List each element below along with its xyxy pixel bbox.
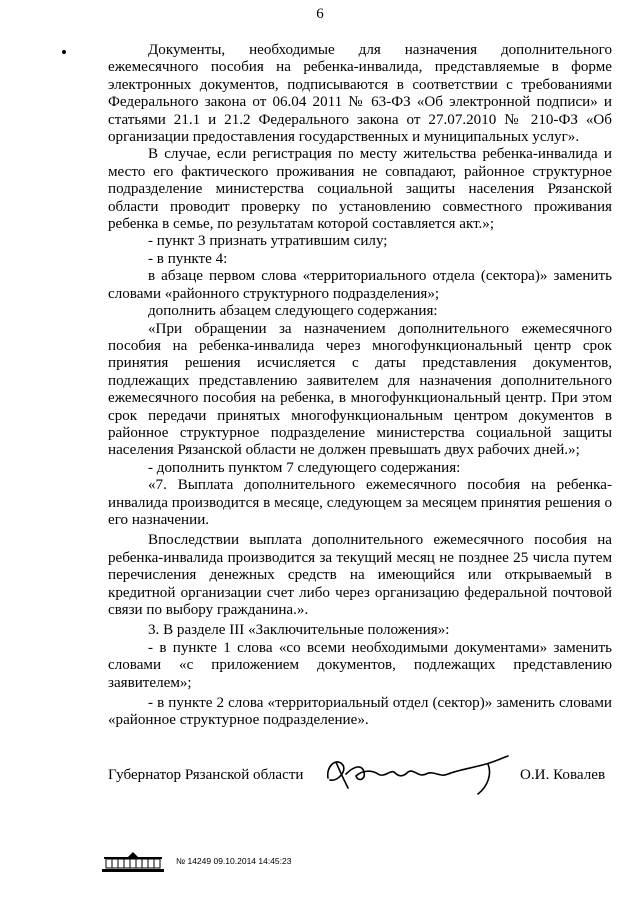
building-logo-icon — [100, 849, 166, 873]
paragraph-item-7: «7. Выплата дополнительного ежемесячного пособия на ребенка-инвалида производится в месяце, следующем за месяцем принятия решения о его назначении. — [108, 477, 612, 528]
paragraph-item-4: - в пункте 4: — [148, 250, 228, 267]
paragraph-item-4-first: в абзаце первом слова «территориального отдела (сектора)» заменить словами «районного структурного подразделения»; — [108, 268, 612, 302]
signatory-title: Губернатор Рязанской области — [108, 767, 304, 783]
registration-footer — [100, 849, 291, 873]
paragraph-section-3: 3. В разделе III «Заключительные положения»: — [148, 622, 450, 639]
paragraph-section-3-item-1: - в пункте 1 слова «со всеми необходимыми документами» заменить словами «с приложением документов, подлежащих представлению заявителем»; — [108, 639, 612, 691]
paragraph-add-abzac: дополнить абзацем следующего содержания: — [148, 303, 438, 320]
paragraph-registration-check: В случае, если регистрация по месту жительства ребенка-инвалида и место его фактического проживания не совпадают, районное структурное подразделение министерства социальной защиты населения Рязанской области проводит проверку по установлению совместного проживания ребенка в семье, по результатам которой составляется акт.»; — [108, 146, 612, 233]
handwritten-signature — [322, 748, 512, 798]
signatory-name: О.И. Ковалев — [520, 767, 606, 783]
paragraph-electronic-docs: Документы, необходимые для назначения дополнительного ежемесячного пособия на ребенка-инвалида, представляемые в форме электронных документов, подписываются в соответствии с требованиями Федерального закона от 06.04 2011 № 63-ФЗ «Об электронной подписи» и статьями 21.1 и 21.2 Федерального закона от 27.07.2010 № 210-ФЗ «Об организации предоставления государственных и муниципальных услуг». — [108, 42, 612, 146]
registration-stamp: № 14249 09.10.2014 14:45:23 — [176, 856, 292, 866]
page-number: 6 — [316, 6, 324, 22]
paragraph-section-3-item-2: - в пункте 2 слова «территориальный отдел (сектор)» заменить словами «районное структурное подразделение». — [108, 695, 612, 729]
margin-mark — [62, 50, 66, 54]
paragraph-add-item-7: - дополнить пунктом 7 следующего содержания: — [148, 459, 461, 476]
document-body — [108, 42, 612, 730]
paragraph-mfc: «При обращении за назначением дополнительного ежемесячного пособия на ребенка-инвалида через многофункциональный центр срок принятия решения исчисляется с даты представления документов, подлежащих представлению заявителем для назначения дополнительного ежемесячного пособия на ребенка, в многофункциональный центр. При этом срок передачи принятых многофункциональным центром документов в районное структурное подразделение министерства социальной защиты населения Рязанской области не должен превышать двух рабочих дней.»; — [108, 320, 612, 459]
paragraph-item-3: - пункт 3 признать утратившим силу; — [148, 233, 388, 250]
paragraph-payment: Впоследствии выплата дополнительного ежемесячного пособия на ребенка-инвалида производится за текущий месяц не позднее 25 числа путем перечисления денежных средств на имеющийся или открываемый в кредитной организации счет либо через организацию федеральной почтовой связи по выбору гражданина.». — [108, 532, 612, 618]
